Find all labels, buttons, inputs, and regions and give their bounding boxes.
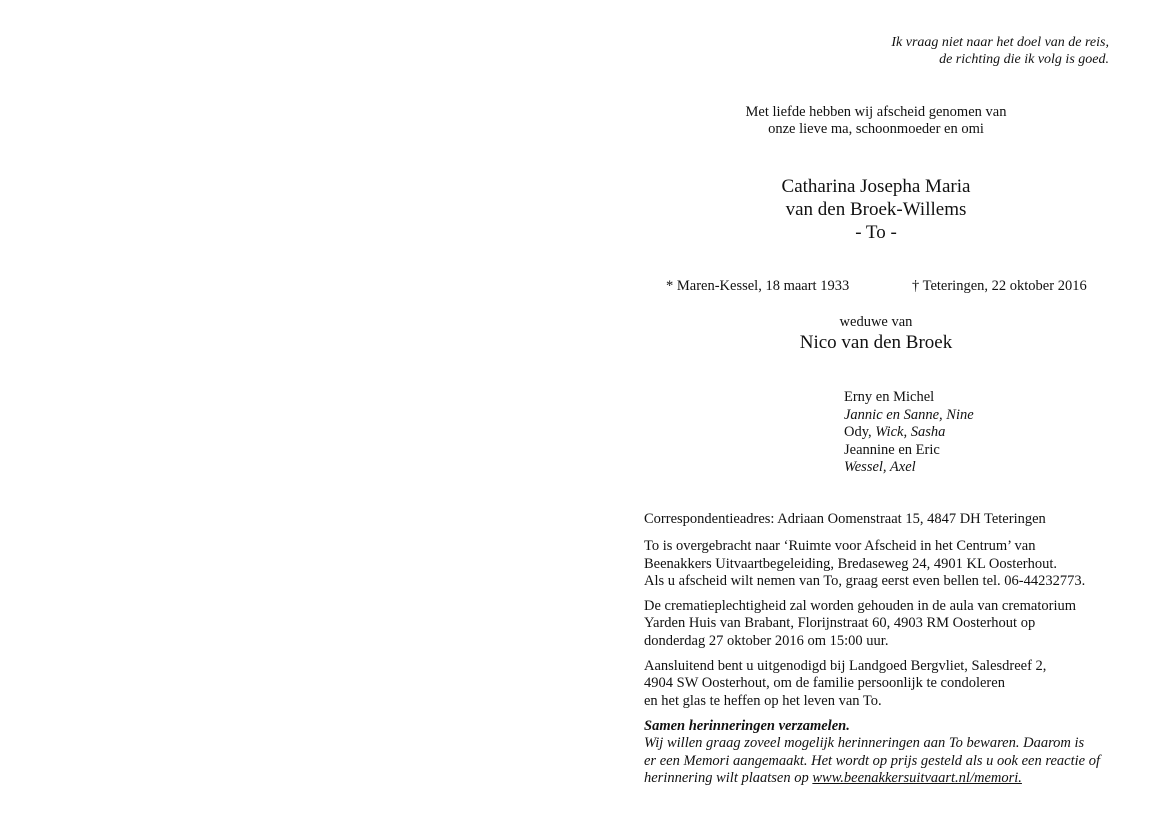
motto	[709, 34, 1109, 68]
name-line-2: van den Broek-Willems	[785, 199, 967, 220]
intro-line-2: onze lieve ma, schoonmoeder en omi	[768, 121, 984, 137]
nickname: - To -	[855, 222, 897, 243]
death-info: † Teteringen, 22 oktober 2016	[912, 278, 1087, 294]
motto-line-2: de richting die ik volg is goed.	[939, 52, 1109, 67]
family-line-5: Wessel, Axel	[844, 459, 916, 476]
widow-label: weduwe van	[839, 314, 913, 330]
motto-line-1: Ik vraag niet naar het doel van de reis,	[891, 35, 1109, 50]
name-line-1: Catharina Josepha Maria	[781, 176, 971, 197]
info-section	[644, 511, 1124, 787]
deceased-name	[676, 175, 1076, 244]
memori-heading: Samen herinneringen verzamelen.	[644, 717, 850, 734]
memori-paragraph	[644, 735, 1124, 787]
transfer-paragraph: To is overgebracht naar ‘Ruimte voor Afscheid in het Centrum’ van Beenakkers Uitvaartbegeleiding, Bredaseweg 24, 4901 KL Oosterhout. Als u afscheid wilt nemen van To, graag eerst even bellen tel. 06-44232773.	[644, 538, 1086, 589]
memori-link[interactable]: www.beenakkersuitvaart.nl/memori.	[812, 769, 1022, 786]
reception-paragraph: Aansluitend bent u uitgenodigd bij Landgoed Bergvliet, Salesdreef 2, 4904 SW Oosterhout, om de familie persoonlijk te condoleren en het glas te heffen op het leven van To.	[644, 658, 1047, 709]
family-line-3	[844, 424, 974, 442]
ceremony-paragraph: De crematieplechtigheid zal worden gehouden in de aula van crematorium Yarden Huis van Brabant, Florijnstraat 60, 4903 RM Oosterhout op donderdag 27 oktober 2016 om 15:00 uur.	[644, 598, 1076, 649]
family-line-4: Jeannine en Eric	[844, 441, 940, 458]
intro-line-1: Met liefde hebben wij afscheid genomen van	[745, 104, 1007, 120]
intro-text	[676, 104, 1076, 138]
spouse-name: Nico van den Broek	[799, 332, 953, 353]
family-line-2: Jannic en Sanne, Nine	[844, 406, 974, 423]
memori-text: Wij willen graag zoveel mogelijk herinneringen aan To bewaren. Daarom is er een Memori aangemaakt. Het wordt op prijs gesteld als u ook een reactie of herinnering wilt plaatsen op	[644, 735, 1100, 786]
family-line-3-italic: Wick, Sasha	[875, 424, 946, 441]
birth-info: * Maren-Kessel, 18 maart 1933	[666, 278, 850, 294]
family-line-3-prefix: Ody,	[844, 424, 876, 441]
family-line-1: Erny en Michel	[844, 389, 935, 405]
memori-section	[644, 718, 1124, 787]
correspondence-address: Correspondentieadres: Adriaan Oomenstraat 15, 4847 DH Teteringen	[644, 511, 1046, 527]
family-list	[844, 389, 974, 477]
